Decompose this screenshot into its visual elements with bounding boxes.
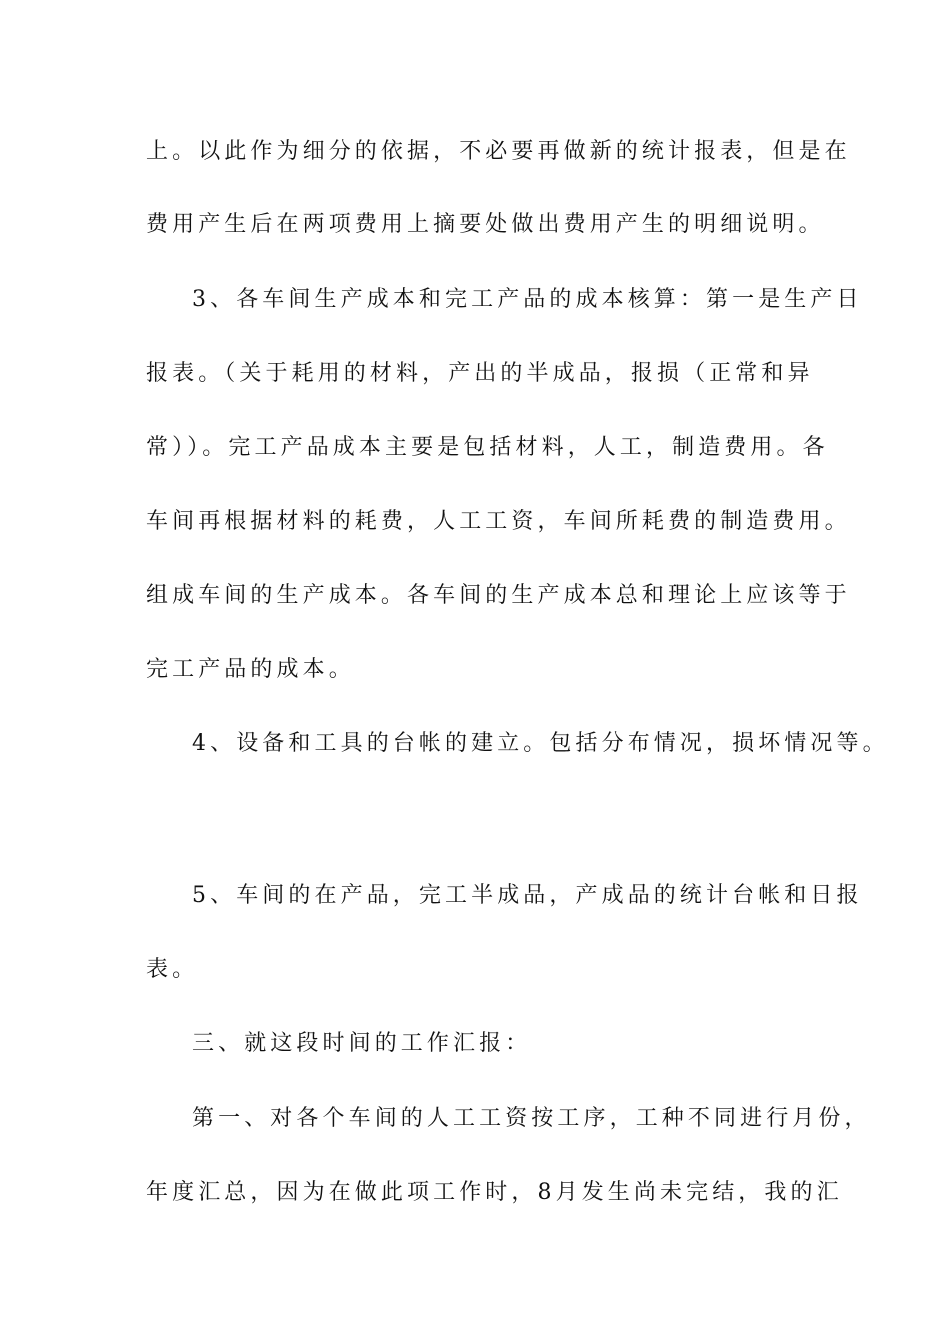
text-line: 5、车间的在产品，完工半成品，产成品的统计台帐和日报: [192, 883, 863, 908]
text-line: 组成车间的生产成本。各车间的生产成本总和理论上应该等于: [146, 583, 851, 608]
text-line: 年度汇总，因为在做此项工作时，8月发生尚未完结，我的汇: [146, 1180, 843, 1205]
section-heading: 三、就这段时间的工作汇报：: [192, 1031, 532, 1056]
text-line: 上。以此作为细分的依据，不必要再做新的统计报表，但是在: [146, 139, 851, 164]
text-line: 表。: [146, 957, 199, 982]
text-line: 4、设备和工具的台帐的建立。包括分布情况，损坏情况等。: [192, 731, 889, 756]
text-line: 费用产生后在两项费用上摘要处做出费用产生的明细说明。: [146, 212, 825, 237]
text-line: 3、各车间生产成本和完工产品的成本核算：第一是生产日: [192, 287, 863, 312]
text-line: 报表。（关于耗用的材料，产出的半成品，报损（正常和异: [146, 361, 814, 386]
text-line: 第一、对各个车间的人工工资按工序，工种不同进行月份，: [192, 1106, 871, 1131]
text-line: 车间再根据材料的耗费，人工工资，车间所耗费的制造费用。: [146, 509, 851, 534]
text-line: 常））。完工产品成本主要是包括材料，人工，制造费用。各: [146, 435, 829, 460]
text-line: 完工产品的成本。: [146, 657, 355, 682]
